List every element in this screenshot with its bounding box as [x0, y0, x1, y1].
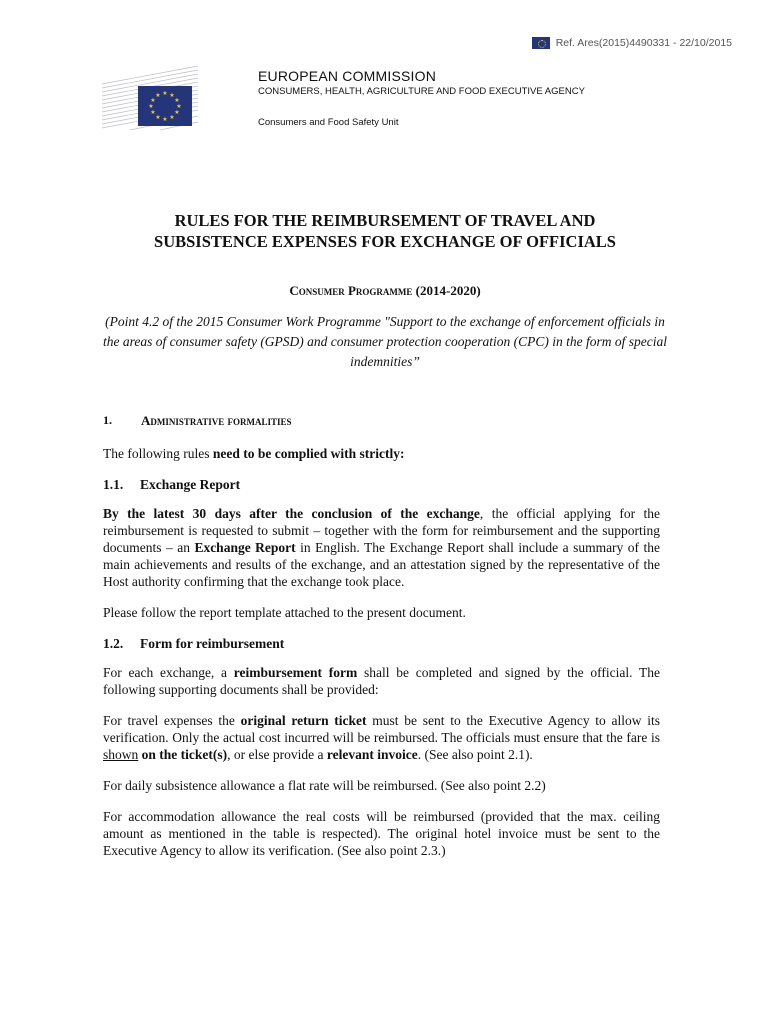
section-title: Administrative formalities	[141, 413, 292, 428]
exchange-report-paragraph: By the latest 30 days after the conclusion of the exchange, the official applying for the reimbursement is requested to submit – together with the form for reimbursement and the supporting documents – an Exchange Report in English. The Exchange Report shall include a summary of the main achievements and results of the exchange, and an attestation signed by the representative of the Host authority confirming that the exchange took place.	[103, 506, 661, 589]
programme-years: (2014-2020)	[415, 283, 481, 298]
svg-text:★: ★	[155, 92, 161, 99]
unit-name: Consumers and Food Safety Unit	[258, 117, 399, 128]
title-line-2: SUBSISTENCE EXPENSES FOR EXCHANGE OF OFFICIALS	[154, 232, 616, 251]
section-title: Form for reimbursement	[140, 636, 285, 651]
svg-text:★: ★	[162, 90, 168, 97]
svg-text:★: ★	[174, 97, 180, 104]
section-number: 1.	[103, 413, 112, 427]
section-1-2-heading	[103, 635, 660, 652]
section-1-1-heading	[103, 476, 660, 493]
svg-text:★: ★	[148, 103, 154, 110]
document-title	[60, 210, 710, 252]
programme-heading	[60, 283, 710, 299]
reference-line	[532, 37, 732, 49]
svg-text:★: ★	[162, 116, 168, 123]
report-template-paragraph: Please follow the report template attached to the present document.	[103, 605, 466, 620]
section-1-intro: The following rules need to be complied with strictly:	[103, 446, 405, 461]
accommodation-paragraph: For accommodation allowance the real costs will be reimbursed (provided that the max. ceiling amount as mentioned in the table is respected). The original hotel invoice must be sent to the Executive Agency to allow its verification. (See also point 2.3.)	[103, 809, 660, 858]
svg-text:★: ★	[150, 97, 156, 104]
programme-name: Consumer Programme	[289, 283, 413, 298]
section-title: Exchange Report	[140, 477, 241, 492]
svg-text:★: ★	[155, 114, 161, 121]
svg-text:★: ★	[176, 103, 182, 110]
document-header	[258, 68, 585, 128]
european-commission-logo	[100, 64, 200, 130]
agency-name: CONSUMERS, HEALTH, AGRICULTURE AND FOOD EXECUTIVE AGENCY	[258, 86, 585, 97]
organisation-name: EUROPEAN COMMISSION	[258, 68, 437, 84]
svg-text:★: ★	[169, 114, 175, 121]
document-body	[103, 412, 660, 873]
section-number: 1.1.	[103, 477, 124, 492]
reimbursement-form-paragraph: For each exchange, a reimbursement form shall be completed and signed by the official. The following supporting documents shall be provided:	[103, 665, 660, 697]
section-1-heading	[103, 412, 660, 429]
reference-text: Ref. Ares(2015)4490331 - 22/10/2015	[555, 37, 732, 49]
svg-text:★: ★	[150, 109, 156, 116]
title-line-1: RULES FOR THE REIMBURSEMENT OF TRAVEL AND	[174, 211, 596, 230]
daily-allowance-paragraph: For daily subsistence allowance a flat rate will be reimbursed. (See also point 2.2)	[103, 778, 546, 793]
travel-expenses-paragraph: For travel expenses the original return ticket must be sent to the Executive Agency to allow its verification. Only the actual cost incurred will be reimbursed. The officials must ensure that the fare is shown on the ticket(s), or else provide a relevant invoice. (See also point 2.1).	[103, 713, 660, 762]
svg-text:★: ★	[169, 92, 175, 99]
svg-text:★: ★	[174, 109, 180, 116]
section-number: 1.2.	[103, 636, 124, 651]
eu-flag-icon	[532, 37, 550, 49]
work-programme-note: (Point 4.2 of the 2015 Consumer Work Programme "Support to the exchange of enforcement officials in the areas of consumer safety (GPSD) and consumer protection cooperation (CPC) in the form of special indemnities”	[102, 314, 668, 369]
